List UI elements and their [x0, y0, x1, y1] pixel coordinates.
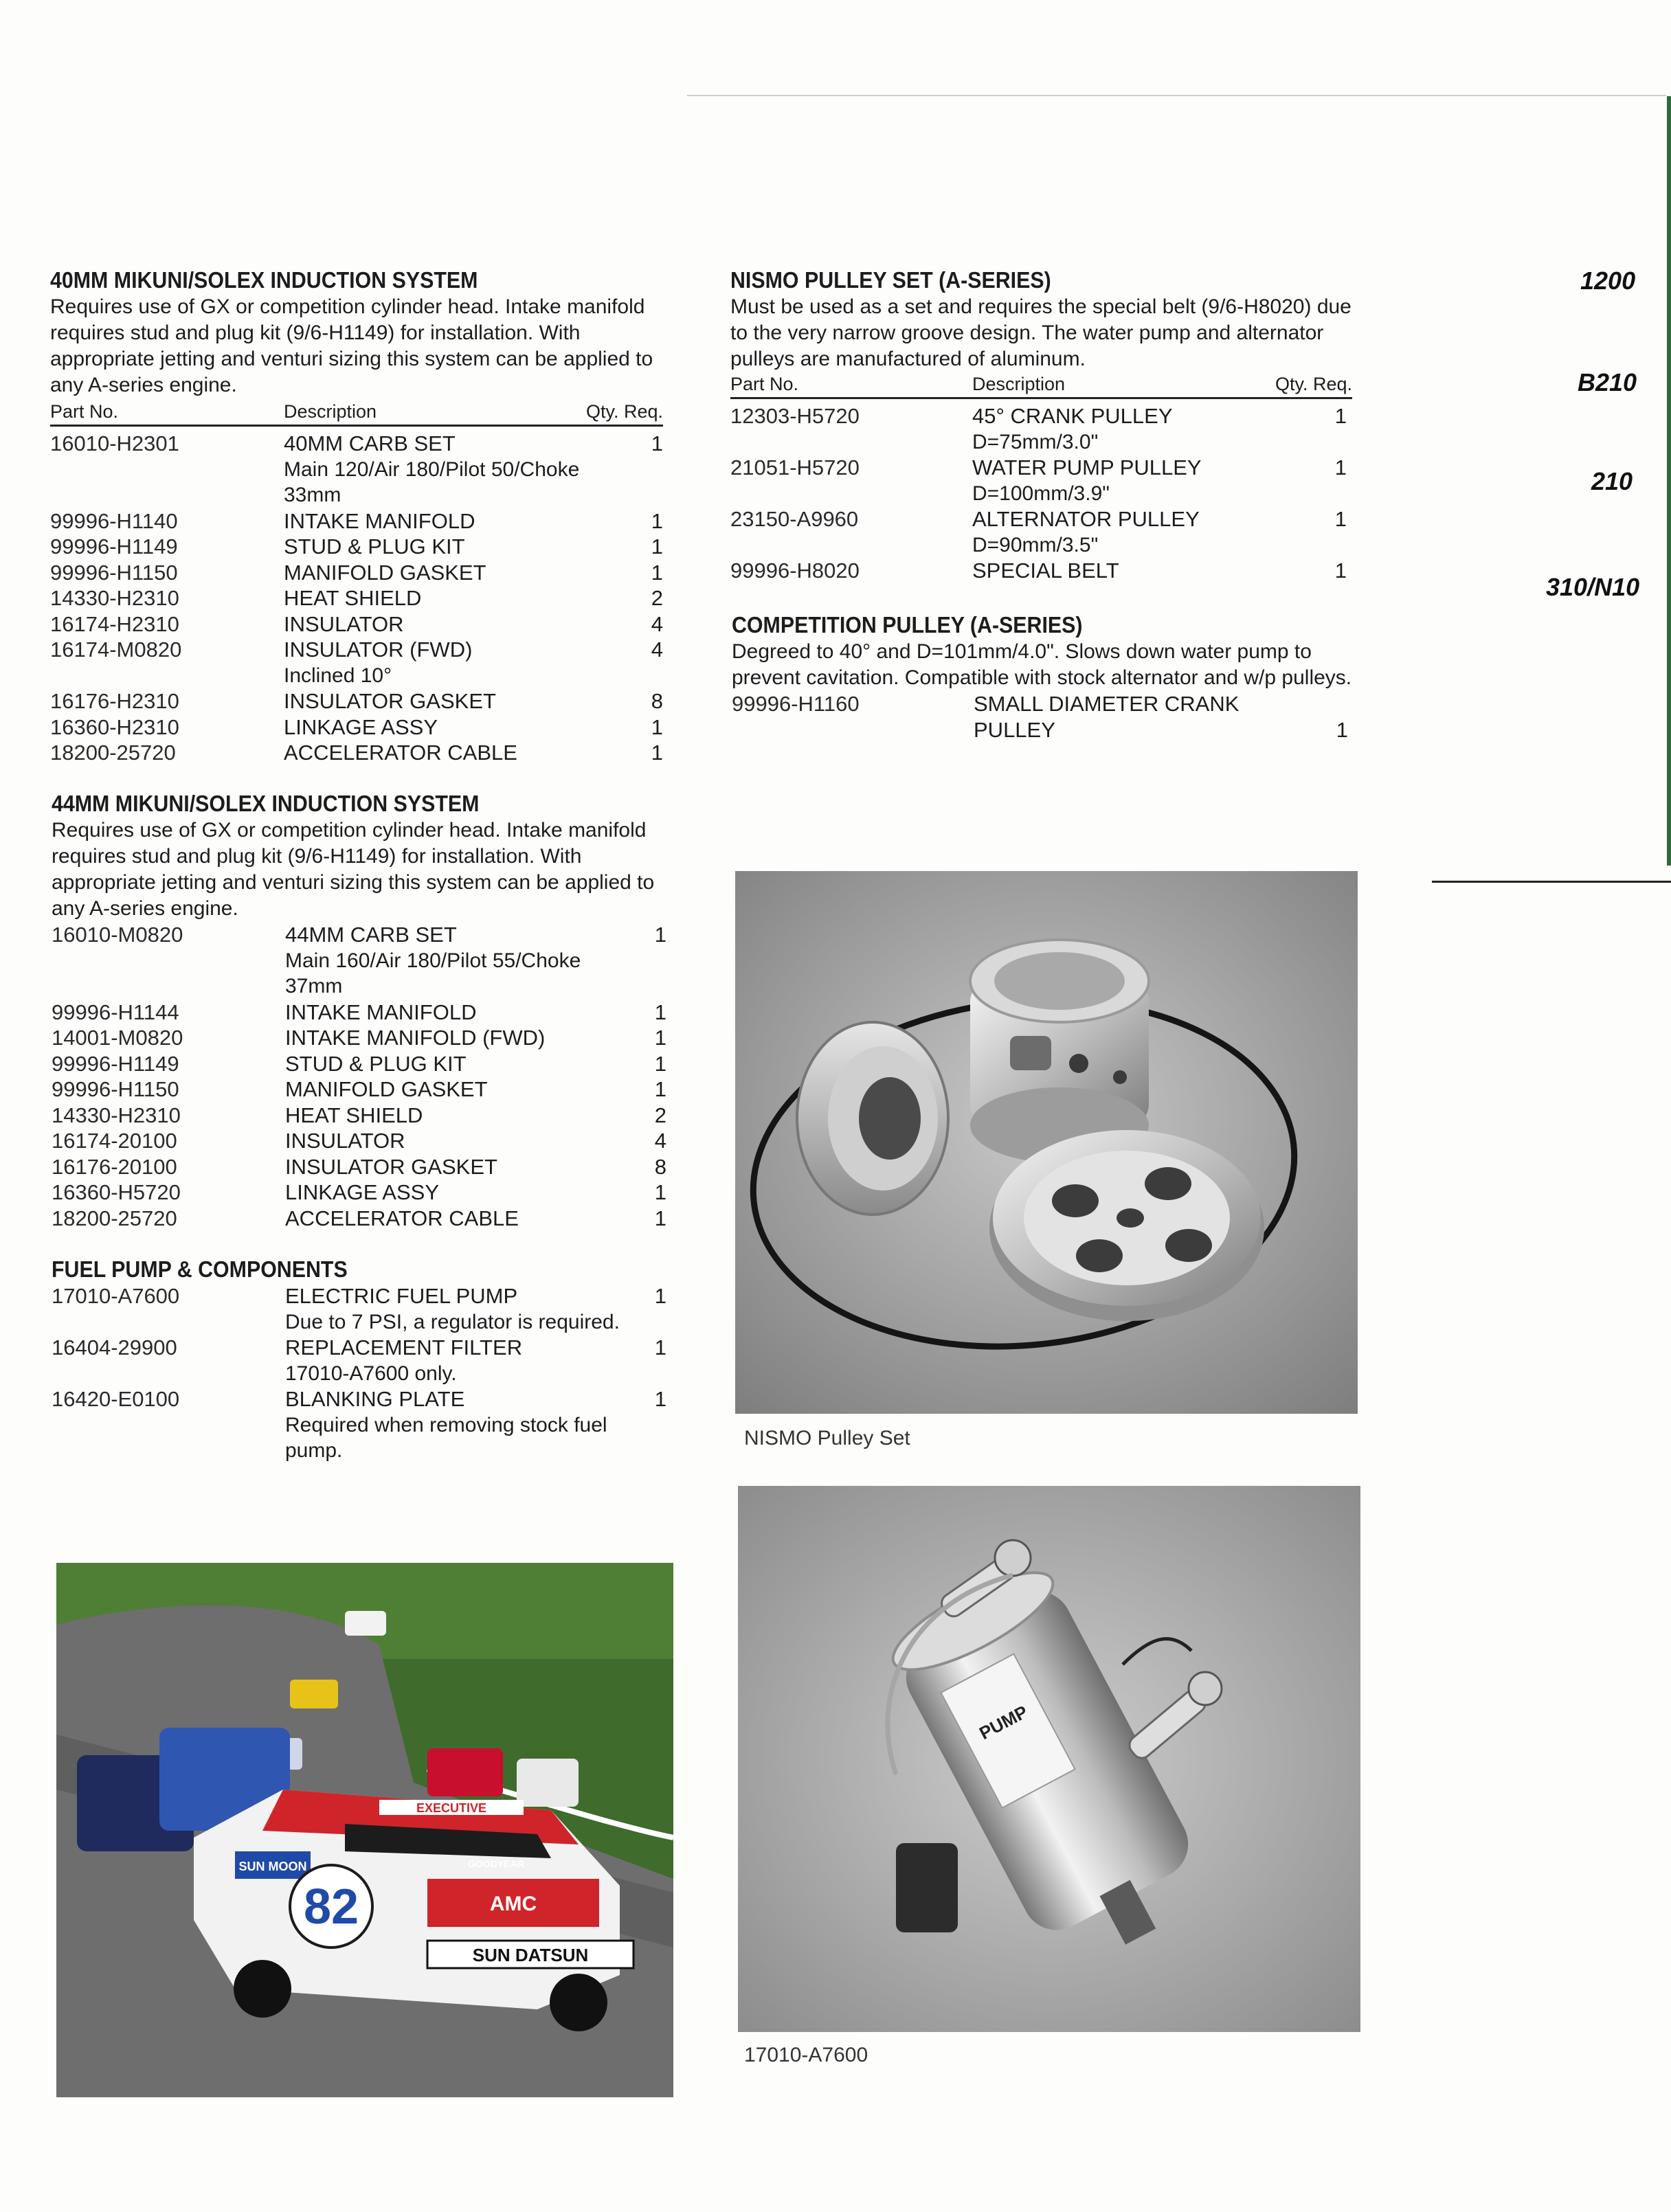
part-number: 16404-29900 — [52, 1335, 177, 1359]
part-number: 14001-M0820 — [52, 1026, 183, 1050]
part-number: 16174-20100 — [52, 1129, 177, 1153]
qty: 1 — [654, 1387, 666, 1411]
section-title: 44MM MIKUNI/SOLEX INDUCTION SYSTEM — [52, 791, 480, 816]
model-tab-1200: 1200 — [1580, 267, 1636, 295]
description: INSULATOR GASKET — [285, 1154, 497, 1179]
part-number: 99996-H1149 — [50, 534, 178, 558]
qty: 1 — [651, 431, 663, 455]
description: ACCELERATOR CABLE — [284, 741, 517, 765]
table-row — [50, 688, 663, 714]
race-cars-photo — [56, 1563, 673, 2097]
table-row — [52, 1180, 666, 1206]
description: INSULATOR (FWD) — [284, 637, 473, 662]
table-row — [52, 1386, 666, 1412]
section-text: Degreed to 40° and D=101mm/4.0". Slows down water pump to prevent cavitation. Compatible with stock alternator and w/p pulleys. — [732, 640, 1352, 689]
qty: 8 — [654, 1154, 666, 1179]
parts-list — [52, 1283, 666, 1464]
table-row — [52, 922, 666, 948]
description: INTAKE MANIFOLD (FWD) — [285, 1026, 546, 1050]
section-text: Requires use of GX or competition cylinder head. Intake manifold requires stud and plug kit (9/6-H1149) for installation. With appropriate jetting and venturi sizing this system can be applied to any A-series engine. — [50, 295, 653, 396]
row-note: D=100mm/3.9" — [972, 482, 1110, 505]
section-fuel-pump — [52, 1256, 666, 1464]
row-note: Inclined 10° — [284, 664, 392, 687]
description: LINKAGE ASSY — [285, 1180, 439, 1204]
section-40mm — [50, 267, 663, 766]
sun-datsun-text: SUN DATSUN — [472, 1945, 589, 1965]
pump-label: PUMP — [976, 1701, 1031, 1744]
part-number: 21051-H5720 — [730, 455, 860, 479]
table-row — [52, 1283, 666, 1309]
table-row — [52, 1128, 666, 1154]
section-title: COMPETITION PULLEY (A-SERIES) — [732, 612, 1083, 637]
description: STUD & PLUG KIT — [285, 1051, 467, 1076]
part-number: 99996-H1144 — [52, 1000, 179, 1024]
qty: 1 — [651, 741, 663, 765]
part-number: 18200-25720 — [52, 1206, 177, 1230]
qty: 1 — [1334, 404, 1347, 428]
description: ALTERNATOR PULLEY — [972, 507, 1200, 531]
section-title: 40MM MIKUNI/SOLEX INDUCTION SYSTEM — [50, 267, 478, 293]
description: SPECIAL BELT — [972, 558, 1119, 583]
part-number: 14330-H2310 — [52, 1103, 181, 1127]
table-row — [52, 1000, 666, 1026]
table-row — [50, 637, 663, 663]
model-tab-b210: B210 — [1578, 368, 1637, 396]
model-tab-310-n10: 310/N10 — [1546, 573, 1640, 601]
header-part-no: Part No. — [50, 401, 119, 422]
header-qty: Qty. Req. — [1275, 374, 1352, 394]
green-page-edge — [1667, 96, 1671, 866]
pump-mount — [896, 1843, 958, 1932]
svg-text:GOODYEAR: GOODYEAR — [468, 1858, 524, 1869]
section-text: Requires use of GX or competition cylinder head. Intake manifold requires stud and plug kit (9/6-H1149) for installation. With appropriate jetting and venturi sizing this system can be applied to any A-series engine. — [52, 819, 655, 920]
section-title: FUEL PUMP & COMPONENTS — [52, 1256, 348, 1282]
column-header — [730, 372, 1352, 399]
part-number: 23150-A9960 — [730, 507, 859, 531]
table-row — [52, 1076, 666, 1103]
part-number: 16176-H2310 — [50, 689, 179, 713]
table-row — [50, 714, 663, 741]
description: REPLACEMENT FILTER — [285, 1335, 523, 1359]
description: INTAKE MANIFOLD — [284, 508, 475, 533]
column-header — [50, 400, 663, 427]
table-row — [50, 560, 663, 586]
header-description: Description — [972, 374, 1066, 394]
row-note: D=75mm/3.0" — [972, 430, 1099, 453]
description: BLANKING PLATE — [285, 1387, 465, 1411]
qty: 1 — [1336, 717, 1348, 742]
part-number: 99996-H1140 — [50, 508, 178, 533]
qty: 1 — [651, 534, 663, 558]
qty: 4 — [651, 611, 663, 636]
top-rule — [687, 95, 1666, 96]
table-row — [52, 1206, 666, 1232]
part-number: 99996-H1160 — [732, 692, 860, 716]
parts-list — [730, 403, 1352, 584]
row-note: 17010-A7600 only. — [285, 1362, 457, 1385]
car-yellow — [290, 1680, 338, 1708]
qty: 4 — [651, 637, 663, 662]
table-row — [50, 585, 663, 611]
car-red — [427, 1748, 503, 1796]
qty: 4 — [654, 1129, 666, 1153]
parts-list — [52, 922, 666, 1231]
parts-list — [50, 431, 663, 766]
model-tab-210: 210 — [1591, 467, 1633, 495]
description: WATER PUMP PULLEY — [972, 455, 1202, 479]
qty: 1 — [651, 714, 663, 739]
description: ELECTRIC FUEL PUMP — [285, 1284, 518, 1308]
qty: 1 — [654, 1335, 666, 1359]
description: MANIFOLD GASKET — [284, 560, 486, 585]
section-44mm — [52, 790, 666, 1231]
car-white-right — [517, 1759, 579, 1807]
qty: 1 — [654, 1051, 666, 1076]
table-row — [730, 506, 1347, 532]
part-number: 18200-25720 — [50, 741, 176, 765]
nismo-pulley-set-photo — [735, 871, 1358, 1414]
part-number: 16010-H2301 — [50, 431, 179, 455]
description: ACCELERATOR CABLE — [285, 1206, 519, 1230]
race-number: 82 — [303, 1880, 359, 1934]
qty: 1 — [1334, 507, 1347, 531]
section-text: Must be used as a set and requires the special belt (9/6-H8020) due to the very narrow groove design. The water pump and alternator pulleys are manufactured of aluminum. — [730, 295, 1352, 370]
table-row — [50, 508, 663, 534]
fuel-pump-photo — [738, 1486, 1360, 2032]
table-row-continued — [732, 717, 1354, 743]
pump-photo-caption: 17010-A7600 — [744, 2044, 868, 2066]
part-number: 99996-H1149 — [52, 1051, 179, 1076]
table-row — [52, 1154, 666, 1180]
qty: 1 — [654, 1000, 666, 1024]
qty: 1 — [651, 508, 663, 533]
table-row — [52, 1025, 666, 1051]
table-row — [50, 431, 663, 457]
water-pump-pulley — [970, 940, 1149, 1163]
crank-pulley — [797, 1022, 948, 1215]
part-number: 16010-M0820 — [52, 923, 183, 947]
part-number: 16174-H2310 — [50, 611, 179, 636]
description: 44MM CARB SET — [285, 923, 457, 947]
part-number: 16176-20100 — [52, 1154, 177, 1179]
table-row — [52, 1103, 666, 1129]
qty: 2 — [651, 586, 663, 610]
alternator-pulley — [989, 1130, 1264, 1321]
part-number: 12303-H5720 — [730, 404, 860, 428]
table-row — [732, 691, 1354, 717]
row-note: Main 120/Air 180/Pilot 50/Choke 33mm — [284, 458, 580, 506]
description-continued: PULLEY — [974, 717, 1055, 742]
part-number: 16420-E0100 — [52, 1387, 180, 1411]
svg-text:AMC: AMC — [489, 1893, 537, 1915]
description: INSULATOR — [284, 611, 404, 636]
part-number: 16174-M0820 — [50, 637, 182, 662]
table-row — [50, 534, 663, 560]
part-number: 99996-H1150 — [52, 1077, 179, 1101]
description: LINKAGE ASSY — [284, 714, 438, 739]
qty: 1 — [654, 923, 666, 947]
row-note: D=90mm/3.5" — [972, 533, 1099, 556]
qty: 1 — [651, 560, 663, 585]
table-row — [50, 611, 663, 637]
side-rule — [1432, 881, 1671, 883]
table-row — [730, 455, 1347, 481]
description: INSULATOR GASKET — [284, 689, 496, 713]
header-qty: Qty. Req. — [585, 401, 663, 422]
table-row — [52, 1051, 666, 1077]
table-row — [730, 403, 1347, 429]
part-number: 99996-H1150 — [50, 560, 178, 585]
qty: 8 — [651, 689, 663, 713]
part-number: 17010-A7600 — [52, 1284, 180, 1308]
description: STUD & PLUG KIT — [284, 534, 465, 558]
qty: 2 — [654, 1103, 666, 1127]
description: 45° CRANK PULLEY — [972, 404, 1173, 428]
part-number: 16360-H5720 — [52, 1180, 181, 1204]
part-number: 14330-H2310 — [50, 586, 179, 610]
header-description: Description — [284, 401, 377, 422]
qty: 1 — [654, 1206, 666, 1230]
description: INTAKE MANIFOLD — [285, 1000, 477, 1024]
qty: 1 — [654, 1180, 666, 1204]
description: MANIFOLD GASKET — [285, 1077, 488, 1101]
table-row — [730, 558, 1347, 584]
description: 40MM CARB SET — [284, 431, 456, 455]
svg-text:SUN MOON: SUN MOON — [238, 1860, 307, 1873]
part-number: 99996-H8020 — [730, 558, 860, 583]
row-note: Required when removing stock fuel pump. — [285, 1413, 607, 1462]
car-distant — [345, 1611, 386, 1636]
row-note: Due to 7 PSI, a regulator is required. — [285, 1310, 620, 1333]
description: HEAT SHIELD — [285, 1103, 423, 1127]
section-competition-pulley — [732, 611, 1354, 743]
qty: 1 — [1334, 455, 1347, 479]
part-number: 16360-H2310 — [50, 714, 179, 739]
qty: 1 — [654, 1284, 666, 1308]
description: SMALL DIAMETER CRANK — [974, 692, 1240, 716]
table-row — [52, 1335, 666, 1361]
qty: 1 — [1334, 558, 1347, 583]
section-nismo-pulley — [730, 267, 1352, 584]
svg-text:EXECUTIVE: EXECUTIVE — [416, 1801, 487, 1815]
description: HEAT SHIELD — [284, 586, 422, 610]
pulley-photo-caption: NISMO Pulley Set — [744, 1427, 910, 1449]
description: INSULATOR — [285, 1129, 405, 1153]
header-part-no: Part No. — [730, 374, 799, 394]
qty: 1 — [654, 1026, 666, 1050]
qty: 1 — [654, 1077, 666, 1101]
table-row — [50, 740, 663, 766]
row-note: Main 160/Air 180/Pilot 55/Choke 37mm — [285, 949, 581, 997]
section-title: NISMO PULLEY SET (A-SERIES) — [730, 267, 1051, 293]
